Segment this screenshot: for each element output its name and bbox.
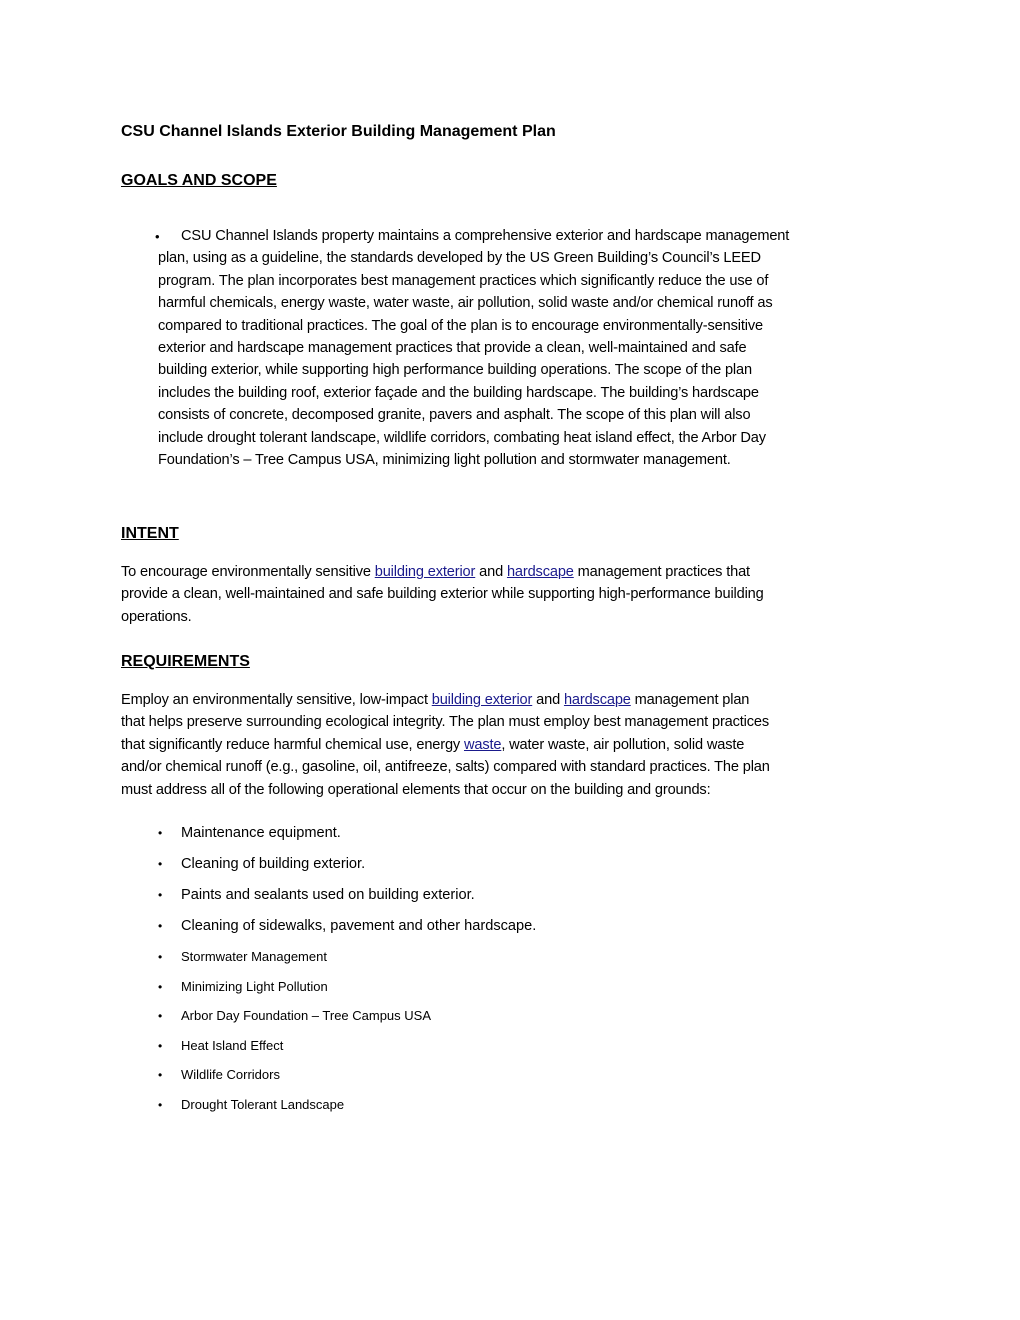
list-item [158,1038,283,1053]
text: and [475,564,507,580]
bullet-icon: • [158,826,163,840]
list-item [158,1097,344,1112]
waste-link[interactable]: waste [463,736,502,753]
text-line: includes the building roof, exterior façade and the building hardscape. The building’s hardscape [158,384,759,401]
bullet-icon: • [158,1009,163,1023]
text: that significantly reduce harmful chemical use, energy [121,736,464,753]
document-title: CSU Channel Islands Exterior Building Management Plan [121,123,556,140]
list-item-text: Cleaning of building exterior. [181,856,366,872]
list-item [158,1067,280,1082]
list-item [158,949,327,964]
bullet-icon: • [158,950,163,964]
text: management plan [630,692,750,708]
text-line: plan, using as a guideline, the standards developed by the US Green Building’s Council’s LEED [158,250,761,267]
list-item-text: Wildlife Corridors [181,1067,280,1082]
list-item-text: Minimizing Light Pollution [181,979,328,994]
list-item-text: Cleaning of sidewalks, pavement and other hardscape. [181,918,537,934]
text: and [532,692,564,708]
text-line: harmful chemicals, energy waste, water waste, air pollution, solid waste and/or chemical runoff as [158,295,773,312]
bullet-icon: • [158,919,163,933]
building-exterior-link[interactable]: building exterior [431,692,533,708]
text-line [121,561,764,583]
text: management practices that [573,564,750,580]
list-item [158,1008,431,1023]
text: To encourage environmentally sensitive [121,564,375,580]
hardscape-link[interactable]: hardscape [506,564,574,580]
text-line: building exterior, while supporting high performance building operations. The scope of the plan [158,362,752,379]
list-item [158,887,475,903]
goals-paragraph [158,225,789,471]
intent-paragraph [121,561,764,628]
text-line: that helps preserve surrounding ecological integrity. The plan must employ best management practices [121,714,770,731]
text-line: compared to traditional practices. The goal of the plan is to encourage environmentally-sensitive [158,317,763,334]
list-item-text: Arbor Day Foundation – Tree Campus USA [181,1008,432,1023]
bullet-icon: • [158,1098,163,1112]
intent-heading: INTENT [121,525,179,542]
text-line: Foundation’s – Tree Campus USA, minimizing light pollution and stormwater management. [158,452,731,469]
bullet-icon: • [158,980,163,994]
list-item-text: Heat Island Effect [181,1038,284,1053]
building-exterior-link[interactable]: building exterior [374,564,476,580]
list-item-text: Stormwater Management [181,949,327,964]
list-item [158,825,341,841]
hardscape-link[interactable]: hardscape [563,692,631,708]
bullet-icon: • [155,229,160,244]
bullet-icon: • [158,1039,163,1053]
list-item-text: Drought Tolerant Landscape [181,1097,345,1112]
list-item [158,918,536,934]
text-line [121,734,770,756]
text-line: exterior and hardscape management practices that provide a clean, well-maintained and safe [158,340,747,357]
text-line: provide a clean, well-maintained and safe building exterior while supporting high-performance building [121,586,764,603]
text-line: program. The plan incorporates best management practices which significantly reduce the use of [158,272,769,289]
text-line [121,689,770,711]
bullet-icon: • [158,1068,163,1082]
text-line: and/or chemical runoff (e.g., gasoline, oil, antifreeze, salts) compared with standard practices. The plan [121,759,770,776]
text-line: must address all of the following operational elements that occur on the building and grounds: [121,781,711,798]
requirements-heading: REQUIREMENTS [121,653,250,670]
list-item [158,856,365,872]
bullet-icon: • [158,857,163,871]
goals-heading: GOALS AND SCOPE [121,172,277,189]
text: Employ an environmentally sensitive, low-impact [121,692,432,708]
text-line: include drought tolerant landscape, wildlife corridors, combating heat island effect, the Arbor Day [158,429,766,446]
text-line: consists of concrete, decomposed granite, pavers and asphalt. The scope of this plan will also [158,407,751,424]
text-line: operations. [121,608,192,625]
bullet-icon: • [158,888,163,902]
text: , water waste, air pollution, solid waste [501,736,745,753]
requirements-paragraph [121,689,770,801]
list-item-text: Paints and sealants used on building exterior. [181,887,475,903]
list-item [158,979,328,994]
text-line: CSU Channel Islands property maintains a comprehensive exterior and hardscape management [181,228,790,244]
list-item-text: Maintenance equipment. [181,825,341,841]
